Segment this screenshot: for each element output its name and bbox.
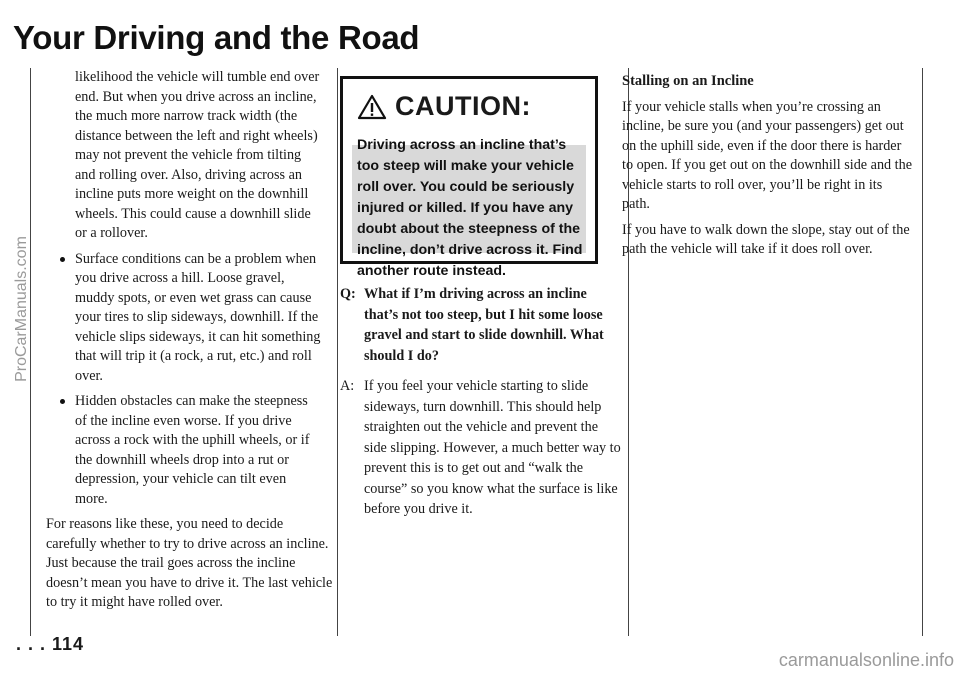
stalling-paragraph-1: If your vehicle stalls when you’re crossing an incline, be sure you (and your passengers) get out on the uphill side, even if the door there is harder to open. If you get out on the downhill side and the vehicle starts to roll over, you’ll be right in its path. [622,98,913,212]
column-divider-4 [922,68,923,636]
bullet-icon [60,399,65,404]
caution-header [357,91,531,122]
intro-paragraph: likelihood the vehicle will tumble end over end. But when you drive across an incline, the much more narrow track width (the distance between the left and right wheels) may not prevent the vehicle from tilting and rolling over. Also, driving across an incline puts more weight on the downhill wheels. This could cause a downhill slide or a rollover. [75,69,320,241]
caution-text: Driving across an incline that’s too steep will make your vehicle roll over. You could be seriously injured or killed. If you have any doubt about the steepness of the incline, don’t drive across it. Find another route instead. [357,137,583,279]
stalling-paragraph-2: If you have to walk down the slope, stay out of the path the vehicle will take if it does roll over. [622,221,910,257]
column-right [622,72,912,266]
list-item [30,392,322,509]
list-item [30,250,322,387]
column-left [30,68,333,619]
section-heading: Stalling on an Incline [622,73,754,89]
watermark-bottom: carmanualsonline.info [778,650,954,670]
bullet-text: Hidden obstacles can make the steepness of the incline even worse. If you drive across a rock with the uphill wheels, or if the downhill wheels drop into a rut or depression, your vehicle can tilt even more. [75,393,310,507]
warning-triangle-icon [357,94,387,120]
closing-paragraph: For reasons like these, you need to decide carefully whether to try to drive across an incline. Just because the trail goes across the incline doesn’t mean you have to drive it. The last vehicle to try it might have rolled over. [46,516,333,610]
bullet-icon [60,257,65,262]
answer-label: A: [340,378,355,394]
bullet-text: Surface conditions can be a problem when you drive across a hill. Loose gravel, muddy spots, or even wet grass can cause your tires to slip sideways, downhill. If the vehicle slips sideways, it can hit something that will trip it (a rock, a rut, etc.) and roll over. [75,250,321,384]
qa-section [340,284,622,520]
caution-title: CAUTION: [395,91,531,121]
hazard-list [30,250,322,510]
answer-text: If you feel your vehicle starting to slide sideways, turn downhill. This should help straighten out the vehicle and prevent the side slipping. However, a much better way to prevent this is to get out and “walk the course” so you know what the surface is like before you drive it. [364,378,621,517]
question-row [340,284,622,366]
caution-box [340,76,598,279]
column-divider-2 [337,68,338,636]
question-text: What if I’m driving across an incline that’s not too steep, but I hit some loose gravel and start to slide downhill. What should I do? [364,286,604,364]
page-number: . . . 114 [16,634,85,654]
watermark-side: ProCarManuals.com [13,236,30,382]
answer-row [340,376,622,520]
page-title: Your Driving and the Road [13,19,420,56]
question-label: Q: [340,286,356,302]
